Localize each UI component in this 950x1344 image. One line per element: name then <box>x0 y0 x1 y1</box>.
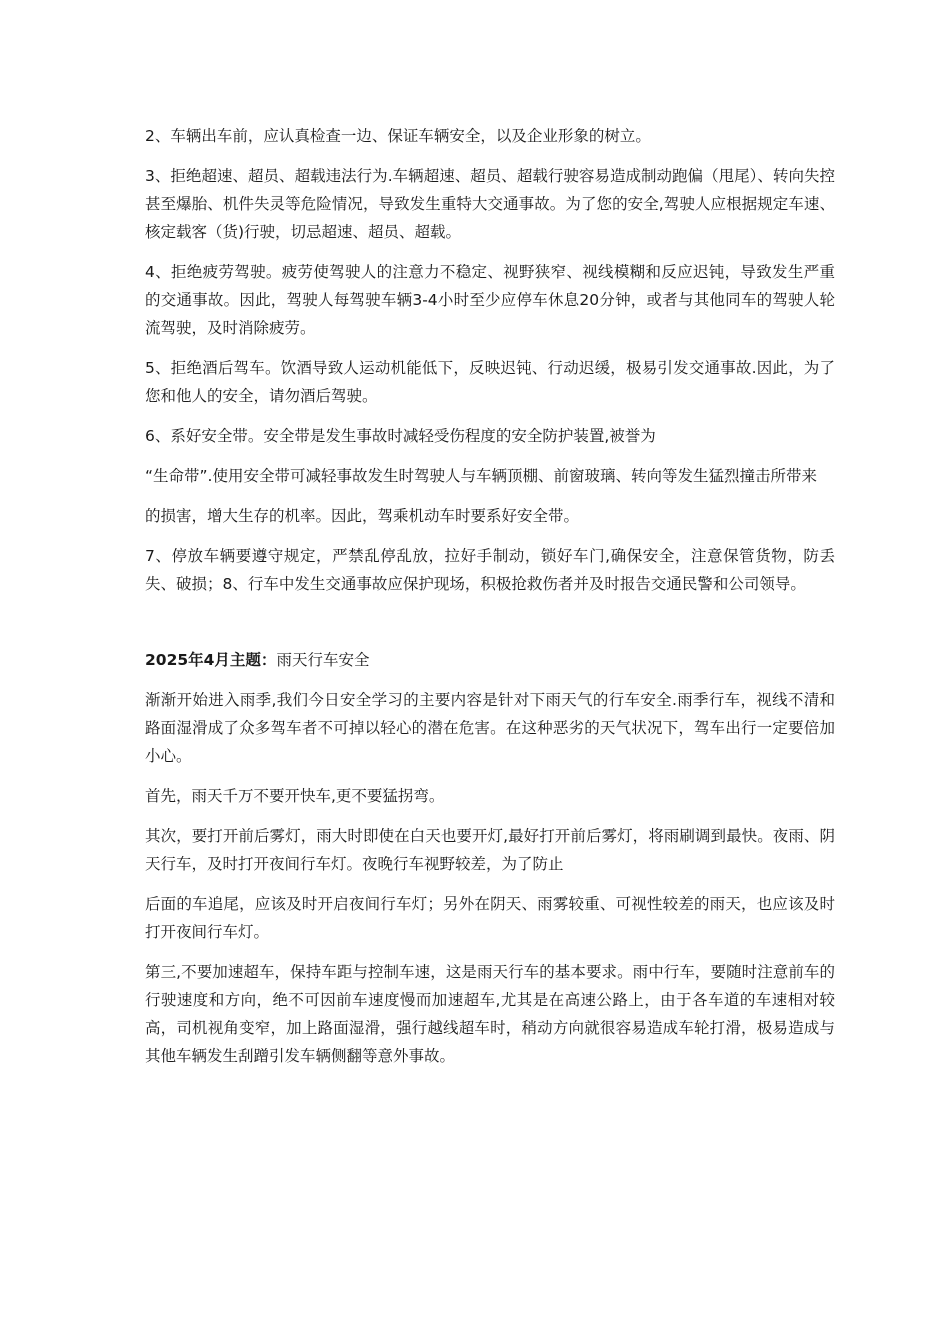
paragraph-item-3: 3、拒绝超速、超员、超载违法行为.车辆超速、超员、超载行驶容易造成制动跑偏（甩尾）、转向失控甚至爆胎、机件失灵等危险情况，导致发生重特大交通事故。为了您的安全,驾驶人应根据规定车速、核定载客（货)行驶，切忌超速、超员、超载。 <box>145 167 835 241</box>
section-heading <box>145 646 835 674</box>
paragraph-item-6-cont-a: “生命带”.使用安全带可减轻事故发生时驾驶人与车辆顶棚、前窗玻璃、转向等发生猛烈撞击所带来 <box>145 467 817 485</box>
paragraph-rain-third: 第三,不要加速超车，保持车距与控制车速，这是雨天行车的基本要求。雨中行车，要随时注意前车的行驶速度和方向，绝不可因前车速度慢而加速超车,尤其是在高速公路上，由于各车道的车速相对较高，司机视角变窄，加上路面湿滑，强行越线超车时，稍动方向就很容易造成车轮打滑，极易造成与其他车辆发生刮蹭引发车辆侧翻等意外事故。 <box>145 963 835 1065</box>
paragraph-rain-first: 首先，雨天千万不要开快车,更不要猛拐弯。 <box>145 787 445 805</box>
paragraph-item-6: 6、系好安全带。安全带是发生事故时减轻受伤程度的安全防护装置,被誉为 <box>145 427 656 445</box>
paragraph-item-6-cont-b: 的损害，增大生存的机率。因此，驾乘机动车时要系好安全带。 <box>145 507 580 525</box>
paragraph-item-4: 4、拒绝疲劳驾驶。疲劳使驾驶人的注意力不稳定、视野狭窄、视线模糊和反应迟钝，导致发生严重的交通事故。因此，驾驶人每驾驶车辆3-4小时至少应停车休息20分钟，或者与其他同车的驾驶人轮流驾驶，及时消除疲劳。 <box>145 263 835 337</box>
paragraph-rain-intro: 渐渐开始进入雨季,我们今日安全学习的主要内容是针对下雨天气的行车安全.雨季行车，视线不清和路面湿滑成了众多驾车者不可掉以轻心的潜在危害。在这种恶劣的天气状况下，驾车出行一定要倍加小心。 <box>145 691 835 765</box>
heading-title: 雨天行车安全 <box>276 651 370 669</box>
paragraph-item-7-8: 7、停放车辆要遵守规定，严禁乱停乱放，拉好手制动，锁好车门,确保安全，注意保管货物，防丢失、破损；8、行车中发生交通事故应保护现场，积极抢救伤者并及时报告交通民警和公司领导。 <box>145 547 835 593</box>
heading-date-label: 2025年4月主题： <box>145 651 277 669</box>
paragraph-item-2: 2、车辆出车前，应认真检查一边、保证车辆安全，以及企业形象的树立。 <box>145 127 651 145</box>
paragraph-item-5: 5、拒绝酒后驾车。饮酒导致人运动机能低下，反映迟钝、行动迟缓，极易引发交通事故.因此，为了您和他人的安全，请勿酒后驾驶。 <box>145 359 835 405</box>
section-spacer <box>145 610 835 646</box>
paragraph-rain-second: 其次，要打开前后雾灯，雨大时即使在白天也要开灯,最好打开前后雾灯，将雨刷调到最快。夜雨、阴天行车，及时打开夜间行车灯。夜晚行车视野较差，为了防止 <box>145 827 835 873</box>
paragraph-rain-second-cont: 后面的车追尾，应该及时开启夜间行车灯；另外在阴天、雨雾较重、可视性较差的雨天，也应该及时打开夜间行车灯。 <box>145 895 835 941</box>
